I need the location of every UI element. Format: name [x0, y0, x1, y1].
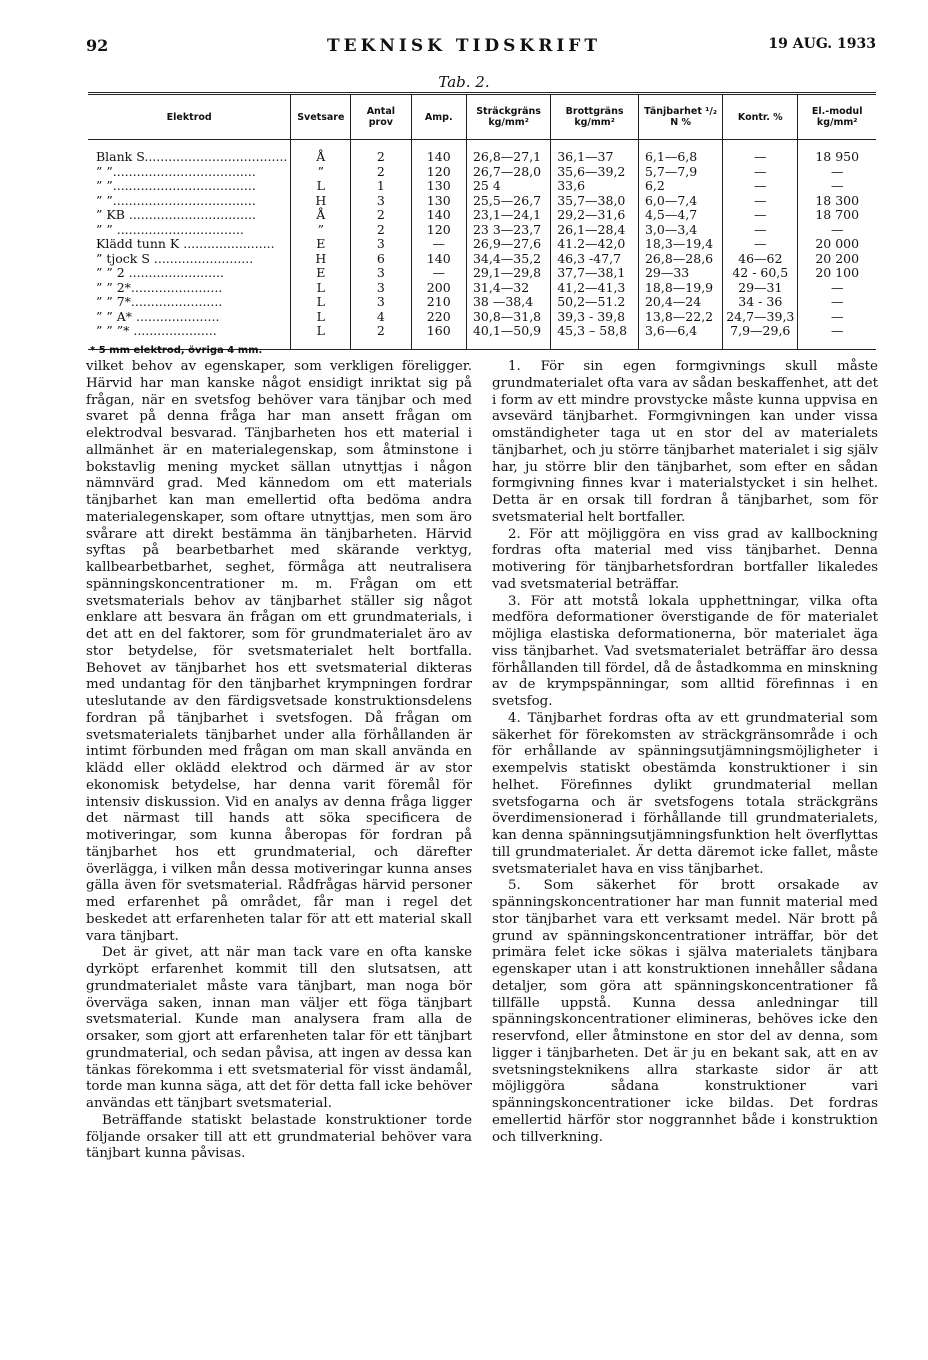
table-cell: 38 —38,4	[466, 295, 550, 310]
table-cell: 26,8—28,6	[638, 252, 722, 267]
table-cell: 3	[351, 266, 411, 281]
table-cell: 26,1—28,4	[551, 223, 639, 238]
table-row	[88, 281, 876, 296]
table-cell: ” ” 2*.......................	[96, 279, 223, 295]
table-cell: 29,2—31,6	[551, 208, 639, 223]
table-row	[88, 310, 876, 325]
table-cell: E	[291, 237, 351, 252]
table-cell: —	[798, 310, 876, 325]
table-cell: 2	[351, 165, 411, 180]
data-table	[88, 92, 876, 350]
table-cell: 4	[351, 310, 411, 325]
table-cell: 3,6—6,4	[638, 324, 722, 339]
table-cell: 20 000	[798, 237, 876, 252]
table-cell: 26,8—27,1	[466, 150, 550, 165]
table-cell: 2	[351, 223, 411, 238]
table-cell: 23,1—24,1	[466, 208, 550, 223]
table-row	[88, 266, 876, 281]
table-cell: 29—33	[638, 266, 722, 281]
table-cell: 120	[411, 165, 466, 180]
table-cell: Blank S....................................	[96, 149, 288, 165]
table-cell: 35,6—39,2	[551, 165, 639, 180]
table-cell: 120	[411, 223, 466, 238]
table-cell: L	[291, 281, 351, 296]
table-cell: 3,0—3,4	[638, 223, 722, 238]
table-cell: 37,7—38,1	[551, 266, 639, 281]
table-cell: —	[798, 295, 876, 310]
table-cell: 3	[351, 295, 411, 310]
table-cell: 35,7—38,0	[551, 194, 639, 209]
table-row	[88, 324, 876, 339]
table-row	[88, 194, 876, 209]
paragraph: Det är givet, att när man tack vare en ofta kanske dyrköpt erfarenhet kommit till den slutsatsen, att grundmaterialet måste vara tänjbart, man noga bör överväga saken, innan man väljer ett föga tänjbart svetsmaterial. Kunde man analysera fram alla de orsaker, som gjort att erfarenheten talar för ett tänjbart grundmaterial, och sedan påvisa, att ingen av dessa kan tänkas förekomma i ett svetsmaterial för visst ändamål, torde man kunna säga, att det för detta fall icke behöver användas ett tänjbart svetsmaterial.	[86, 945, 472, 1111]
table-cell: 36,1—37	[551, 150, 639, 165]
table-cell: 30,8—31,8	[466, 310, 550, 325]
table-cell: L	[291, 295, 351, 310]
table-cell: L	[291, 179, 351, 194]
journal-title: TEKNISK TIDSKRIFT	[326, 36, 602, 56]
table-cell: —	[723, 150, 798, 165]
paragraph: 5. Som säkerhet för brott orsakade av spänningskoncentrationer har man funnit material med stor tänjbarhet vara ett verksamt medel. När brott på grund av spänningskoncentrationer inträffar, bör det primära felet icke sökas i själva materialets tänjbara egenskaper utan i att konstruktionen innehåller sådana detaljer, som göra att spänningskoncentrationer få tillfälle uppstå. Kunna dessa anledningar till spänningskoncentrationer elimineras, behöves icke den reservfond, eller åtminstone en stor del av denna, som ligger i tänjbarheten. Det är ju en bekant sak, att en av svetsningsteknikens allra starkaste sidor är att möjliggöra sådana konstruktioner vari spänningskoncentrationer icke bildas. Det fordras emellertid härför stor noggrannhet både i konstruktion och tillverkning.	[492, 878, 878, 1145]
table-cell: Klädd tunn K .......................	[96, 236, 275, 252]
table-row	[88, 165, 876, 180]
table-cell: H	[291, 194, 351, 209]
table-cell: 6,1—6,8	[638, 150, 722, 165]
col-header-el-modul: El.-modul kg/mm²	[798, 94, 876, 140]
table-cell: 1	[351, 179, 411, 194]
table-cell: —	[798, 179, 876, 194]
table-footnote: * 5 mm elektrod, övriga 4 mm.	[90, 345, 263, 356]
table-row	[88, 179, 876, 194]
table-cell: ” ” A* .....................	[96, 308, 220, 324]
table-cell: —	[798, 165, 876, 180]
table-cell: 39,3 - 39,8	[551, 310, 639, 325]
table-cell: Å	[291, 208, 351, 223]
left-column	[86, 359, 472, 1163]
table-cell: ” tjock S .........................	[96, 250, 254, 266]
table-cell: 34,4—35,2	[466, 252, 550, 267]
table-cell: 6,2	[638, 179, 722, 194]
table-cell: 210	[411, 295, 466, 310]
page-header	[0, 36, 928, 60]
table-cell: 46—62	[723, 252, 798, 267]
table-cell: 140	[411, 208, 466, 223]
table-cell: —	[411, 237, 466, 252]
table-cell: 130	[411, 179, 466, 194]
right-column	[492, 359, 878, 1146]
table-cell: 25,5—26,7	[466, 194, 550, 209]
table-cell: 4,5—4,7	[638, 208, 722, 223]
table-cell: —	[723, 179, 798, 194]
table-cell: 26,7—28,0	[466, 165, 550, 180]
table-cell: 13,8—22,2	[638, 310, 722, 325]
table-cell: Å	[291, 150, 351, 165]
table-header-row	[88, 94, 876, 140]
table-cell: 6	[351, 252, 411, 267]
table-cell: 20 200	[798, 252, 876, 267]
table-cell: 31,4—32	[466, 281, 550, 296]
table-cell: 160	[411, 324, 466, 339]
paragraph: 1. För sin egen formgivnings skull måste grundmaterialet ofta vara av sådan beskaffenhet, att det i form av ett mindre provstycke måste kunna uppvisa en avsevärd tänjbarhet. Formgivningen kan under vissa omständigheter taga ut en stor del av materialets tänjbarhet, och ju större tänjbarhet materialet i sig själv har, ju större blir den tänjbarhet, som efter en sådan formgivning finnes kvar i materialstycket i sin helhet. Detta är en orsak till fordran å tänjbarhet, som för svetsmaterial helt bortfaller.	[492, 359, 878, 525]
table-cell: 41.2—42,0	[551, 237, 639, 252]
table-cell: 3	[351, 281, 411, 296]
paragraph: 3. För att motstå lokala upphettningar, vilka ofta medföra deformationer överstigande de för materialet möjliga elastiska deformationerna, bör materialet äga viss tänjbarhet. Vad svetsmaterialet beträffar äro dessa förhållanden till fördel, då de åstadkomma en minskning av de krympspänningar, som alltid förefinnas i en svetsfog.	[492, 593, 878, 709]
col-header-elektrod: Elektrod	[166, 111, 212, 123]
table-cell: ” KB ................................	[96, 207, 257, 223]
table-cell: 18,3—19,4	[638, 237, 722, 252]
table-cell: 3	[351, 237, 411, 252]
col-header-strackgrans: Sträckgräns kg/mm²	[466, 94, 550, 140]
table-cell: H	[291, 252, 351, 267]
table-cell: 33,6	[551, 179, 639, 194]
table-cell: —	[723, 223, 798, 238]
table-cell: 2	[351, 150, 411, 165]
table-cell: 220	[411, 310, 466, 325]
table-cell: —	[798, 281, 876, 296]
table-cell: 45,3 – 58,8	[551, 324, 639, 339]
table-cell: 34 - 36	[723, 295, 798, 310]
table-row	[88, 208, 876, 223]
table-cell: —	[798, 324, 876, 339]
table-row	[88, 295, 876, 310]
table-cell: 18,8—19,9	[638, 281, 722, 296]
table-cell: 41,2—41,3	[551, 281, 639, 296]
table-cell: 2	[351, 208, 411, 223]
table-caption: Tab. 2.	[438, 73, 490, 91]
table-cell: 20,4—24	[638, 295, 722, 310]
paragraph: vilket behov av egenskaper, som verkligen föreligger. Härvid har man kanske något ensidigt inriktat sig på frågan, när en svetsfog behöver vara tänjbar och med svaret på denna fråga har man ansett frågan om elektrodval besvarad. Tänjbarheten hos ett material i allmänhet är en materialegenskap, som åtminstone i bokstavlig mening mycket sällan utnyttjas i någon nämnvärd grad. Med kännedom om ett materials tänjbarhet kan man emellertid ofta bedöma andra materialegenskaper, som oftare utnyttjas, men som äro svårare att direkt bestämma än tänjbarheten. Härvid syftas på bearbetbarhet med skärande verktyg, kallbearbetbarhet, seghet, förmåga att neutralisera spänningskoncentrationer m. m. Frågan om ett svetsmaterials behov av tänjbarhet ställer sig något enklare att besvara än frågan om ett grundmaterials, i det att en del faktorer, som för grundmaterialet äro av stor betydelse, för svetsmaterialet helt bortfalla. Behovet av tänjbarhet hos ett svetsmaterial dikteras med undantag för den tänjbarhet krympningen fordrar uteslutande av den färdigsvetsade konstruktionsdelens fordran på tänjbarhet i svetsfogen. Då frågan om svetsmaterialets tänjbarhet under alla förhållanden är intimt förbunden med frågan om man skall använda en klädd eller oklädd elektrod och därmed är av stor ekonomisk betydelse, har denna varit föremål för intensiv diskussion. Vid en analys av denna fråga ligger det närmast till hands att söka specificera de motiveringar, som kunna åberopas för fordran på tänjbarhet hos ett grundmaterial, och därefter överlägga, i vilken mån dessa motiveringar kunna anses gälla även för svetsmaterial. Rådfrågas härvid personer med erfarenhet på området, får man i regel det beskedet att erfarenheten talar för att ett material skall vara tänjbart.	[86, 359, 472, 944]
table-cell: 42 - 60,5	[723, 266, 798, 281]
table-cell: ” ” 2 ........................	[96, 265, 225, 281]
col-header-svetsare: Svetsare	[291, 94, 351, 140]
table-cell: 26,9—27,6	[466, 237, 550, 252]
col-header-brottgrans: Brottgräns kg/mm²	[551, 94, 639, 140]
table-cell: 5,7—7,9	[638, 165, 722, 180]
table-cell: L	[291, 310, 351, 325]
table-cell: ” ” ”* .....................	[96, 323, 217, 339]
table-cell: 24,7—39,3	[723, 310, 798, 325]
paragraph: Beträffande statiskt belastade konstruktioner torde följande orsaker till att ett grundmaterial behöver vara tänjbart kunna påvisas.	[86, 1112, 472, 1162]
col-header-kontr: Kontr. %	[723, 94, 798, 140]
table-cell: 29—31	[723, 281, 798, 296]
table-row	[88, 150, 876, 165]
table-cell: ”	[291, 165, 351, 180]
table-cell: 18 950	[798, 150, 876, 165]
table-cell: 25 4	[466, 179, 550, 194]
col-header-antal-prov: Antal prov	[351, 94, 411, 140]
table-cell: 29,1—29,8	[466, 266, 550, 281]
table-row	[88, 223, 876, 238]
col-header-amp: Amp.	[411, 94, 466, 140]
table-cell: 3	[351, 194, 411, 209]
table-cell: 18 300	[798, 194, 876, 209]
page-number: 92	[86, 36, 109, 55]
table-cell: —	[723, 237, 798, 252]
table-cell: 140	[411, 252, 466, 267]
col-header-tanjbarhet: Tänjbarhet ¹/₂ N %	[638, 94, 722, 140]
table-cell: 18 700	[798, 208, 876, 223]
table-cell: —	[411, 266, 466, 281]
table-cell: —	[723, 208, 798, 223]
table-cell: 2	[351, 324, 411, 339]
table-cell: —	[798, 223, 876, 238]
table-cell: 23 3—23,7	[466, 223, 550, 238]
table-cell: ” ”....................................	[96, 163, 256, 179]
issue-date: 19 AUG. 1933	[768, 36, 876, 52]
table-cell: —	[723, 194, 798, 209]
table-cell: ”	[291, 223, 351, 238]
paragraph: 4. Tänjbarhet fordras ofta av ett grundmaterial som säkerhet för förekomsten av sträckgränsområde i och för erhållande av spänningsutjämningsmöjligheter i exempelvis statiskt obestämda konstruktioner i sin helhet. Förefinnes dylikt grundmaterial mellan svetsfogarna och är svetsfogens totala sträckgräns överdimensionerad i förhållande till grundmaterialets, kan denna spänningsutjämningsfunktion helt överflyttas till grundmaterialet. Är detta däremot icke fallet, måste svetsmaterialet hava en viss tänjbarhet.	[492, 710, 878, 877]
table-cell: 46,3 -47,7	[551, 252, 639, 267]
table-cell: 20 100	[798, 266, 876, 281]
table-cell: ” ”....................................	[96, 192, 256, 208]
table-cell: 40,1—50,9	[466, 324, 550, 339]
table-cell: 200	[411, 281, 466, 296]
table-cell: 7,9—29,6	[723, 324, 798, 339]
table-cell: ” ” ................................	[96, 221, 244, 237]
table-cell: L	[291, 324, 351, 339]
table-cell: 140	[411, 150, 466, 165]
table-row	[88, 252, 876, 267]
paragraph: 2. För att möjliggöra en viss grad av kallbockning fordras ofta material med viss tänjbarhet. Denna motivering för tänjbarhetsfordran bortfaller likaledes vad svetsmaterial beträffar.	[492, 526, 878, 592]
table-cell: ” ”....................................	[96, 178, 256, 194]
table-cell: —	[723, 165, 798, 180]
table-row	[88, 237, 876, 252]
table-cell: 130	[411, 194, 466, 209]
table-cell: E	[291, 266, 351, 281]
table-cell: ” ” 7*.......................	[96, 294, 223, 310]
table-cell: 50,2—51.2	[551, 295, 639, 310]
table-cell: 6,0—7,4	[638, 194, 722, 209]
